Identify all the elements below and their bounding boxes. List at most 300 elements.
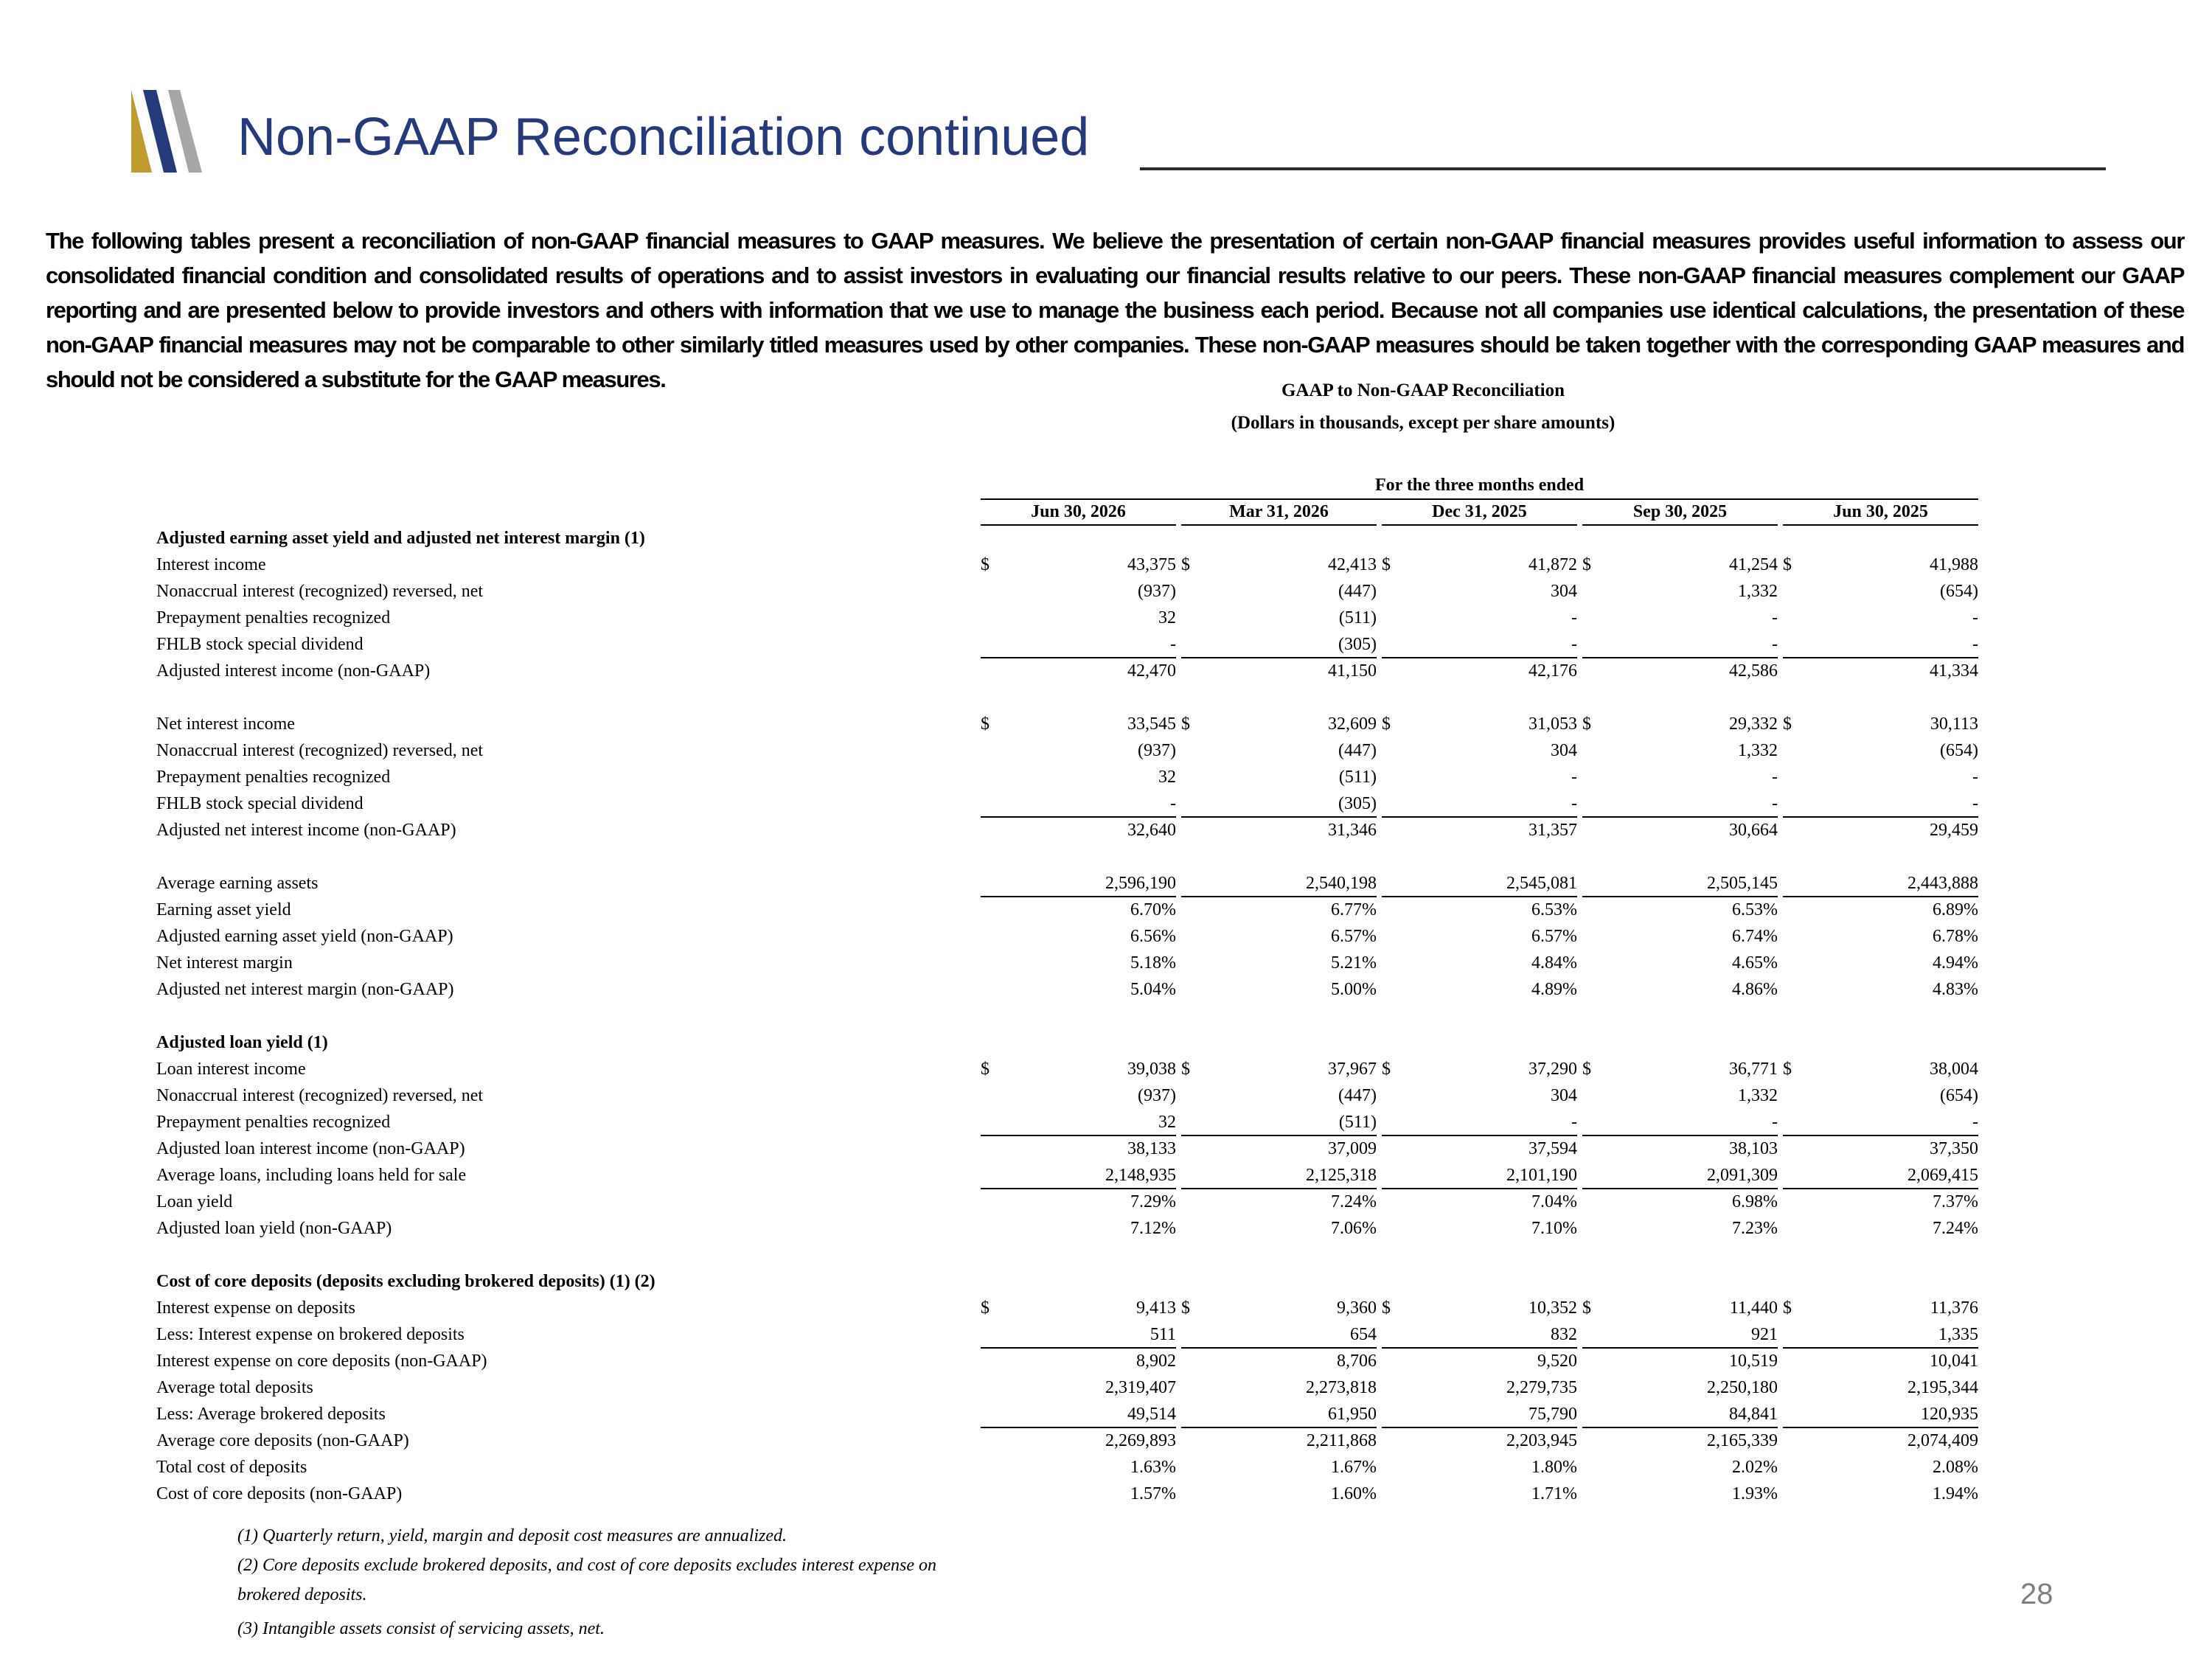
cell-value: 31,346 — [1328, 821, 1377, 840]
value-cell — [1582, 1215, 1778, 1242]
value-cell — [1382, 1109, 1577, 1135]
cell-value: (511) — [1338, 768, 1377, 787]
dollar-sign: $ — [1783, 555, 1792, 574]
row-label: Average core deposits (non-GAAP) — [156, 1431, 409, 1450]
row-label: Adjusted loan yield (non-GAAP) — [156, 1219, 392, 1238]
table-row — [156, 605, 1978, 631]
cell-value: 7.24% — [1331, 1192, 1377, 1211]
value-cell — [1382, 1374, 1577, 1401]
value-cell — [1181, 923, 1377, 950]
value-cell — [1582, 790, 1778, 817]
cell-value: 41,254 — [1729, 555, 1778, 574]
value-cell — [1783, 1374, 1978, 1401]
cell-value: 1.57% — [1130, 1484, 1176, 1503]
value-cell — [981, 631, 1176, 658]
table-row — [156, 1109, 1978, 1135]
value-cell — [1783, 1056, 1978, 1082]
value-cell — [1783, 1295, 1978, 1321]
cell-value: 41,988 — [1930, 555, 1978, 574]
value-cell — [1783, 658, 1978, 684]
row-label: Prepayment penalties recognized — [156, 608, 391, 627]
value-cell — [981, 578, 1176, 605]
value-cell — [981, 817, 1176, 844]
value-cell — [981, 976, 1176, 1003]
value-cell — [1181, 870, 1377, 897]
cell-value: 6.74% — [1732, 927, 1778, 946]
dollar-sign: $ — [1582, 555, 1591, 574]
value-cell — [1783, 1348, 1978, 1374]
row-label: Loan interest income — [156, 1060, 306, 1079]
cell-value: 4.94% — [1933, 953, 1978, 973]
dollar-sign: $ — [1181, 1298, 1190, 1318]
value-cell — [1582, 1082, 1778, 1109]
table-row — [156, 1374, 1978, 1401]
value-cell — [1181, 790, 1377, 817]
cell-value: - — [1571, 768, 1577, 787]
dollar-sign: $ — [1783, 714, 1792, 734]
value-cell — [1181, 1056, 1377, 1082]
value-cell — [981, 950, 1176, 976]
cell-value: (937) — [1138, 741, 1176, 760]
cell-value: 41,150 — [1328, 661, 1377, 681]
dollar-sign: $ — [1181, 714, 1190, 734]
cell-value: - — [1571, 608, 1577, 627]
value-cell — [1181, 711, 1377, 737]
value-cell — [1382, 552, 1577, 578]
table-row — [156, 1056, 1978, 1082]
cell-value: 5.04% — [1130, 980, 1176, 999]
cell-value: 2,069,415 — [1907, 1166, 1978, 1185]
value-cell — [981, 923, 1176, 950]
column-header: Sep 30, 2025 — [1582, 498, 1778, 525]
cell-value: 84,841 — [1729, 1405, 1778, 1424]
value-cell — [1582, 1481, 1778, 1507]
cell-value: 32 — [1158, 1113, 1176, 1132]
value-cell — [1783, 897, 1978, 923]
cell-value: 2,091,309 — [1707, 1166, 1778, 1185]
cell-value: 6.57% — [1331, 927, 1377, 946]
value-cell — [1783, 711, 1978, 737]
row-label: FHLB stock special dividend — [156, 794, 364, 813]
dollar-sign: $ — [1382, 555, 1391, 574]
cell-value: 2,540,198 — [1306, 874, 1377, 893]
cell-value: 7.29% — [1130, 1192, 1176, 1211]
cell-value: 42,176 — [1528, 661, 1577, 681]
cell-value: - — [1772, 635, 1778, 654]
cell-value: 2,203,945 — [1506, 1431, 1577, 1450]
value-cell — [1382, 711, 1577, 737]
cell-value: - — [1972, 794, 1978, 813]
group-header: For the three months ended — [1374, 476, 1585, 495]
value-cell — [981, 658, 1176, 684]
value-cell — [1181, 1454, 1377, 1481]
table-row — [156, 631, 1978, 658]
value-cell — [981, 1162, 1176, 1189]
spacer-row — [156, 1003, 1978, 1029]
row-label: FHLB stock special dividend — [156, 635, 364, 654]
value-cell — [1382, 1401, 1577, 1427]
cell-value: (654) — [1940, 741, 1978, 760]
value-cell — [1181, 950, 1377, 976]
table-row — [156, 976, 1978, 1003]
cell-value: 4.89% — [1531, 980, 1577, 999]
footnotes — [237, 1521, 936, 1644]
cell-value: 2,211,868 — [1306, 1431, 1377, 1450]
table-subtitle: (Dollars in thousands, except per share amounts) — [1231, 413, 1615, 433]
table-row — [156, 552, 1978, 578]
value-cell — [1582, 552, 1778, 578]
value-cell — [1382, 737, 1577, 764]
value-cell — [1783, 1401, 1978, 1427]
dollar-sign: $ — [1382, 1298, 1391, 1318]
value-cell — [981, 1401, 1176, 1427]
value-cell — [981, 1135, 1176, 1162]
cell-value: 7.12% — [1130, 1219, 1176, 1238]
value-cell — [1582, 1162, 1778, 1189]
cell-value: 7.10% — [1531, 1219, 1577, 1238]
cell-value: 4.86% — [1732, 980, 1778, 999]
value-cell — [1783, 1082, 1978, 1109]
table-row — [156, 1189, 1978, 1215]
cell-value: 7.23% — [1732, 1219, 1778, 1238]
row-label: Average loans, including loans held for sale — [156, 1166, 467, 1185]
cell-value: 6.53% — [1531, 900, 1577, 919]
value-cell — [1783, 1135, 1978, 1162]
row-label: Adjusted net interest income (non-GAAP) — [156, 821, 456, 840]
footnote: (1) Quarterly return, yield, margin and deposit cost measures are annualized. — [237, 1526, 787, 1545]
page-title: Non-GAAP Reconciliation continued — [237, 108, 1090, 167]
cell-value: 2,443,888 — [1907, 874, 1978, 893]
value-cell — [1181, 1401, 1377, 1427]
cell-value: - — [1972, 768, 1978, 787]
cell-value: 61,950 — [1328, 1405, 1377, 1424]
cell-value: 2,279,735 — [1506, 1378, 1577, 1397]
value-cell — [1783, 552, 1978, 578]
value-cell — [981, 1295, 1176, 1321]
table-row — [156, 1215, 1978, 1242]
value-cell — [1382, 1481, 1577, 1507]
table-row — [156, 870, 1978, 897]
value-cell — [1783, 1481, 1978, 1507]
dollar-sign: $ — [1181, 555, 1190, 574]
value-cell — [1181, 1189, 1377, 1215]
cell-value: 37,290 — [1528, 1060, 1577, 1079]
section-heading: Adjusted loan yield (1) — [156, 1033, 328, 1052]
value-cell — [1181, 1135, 1377, 1162]
row-label: Net interest income — [156, 714, 295, 734]
title-divider — [1140, 167, 2106, 170]
cell-value: 32,640 — [1127, 821, 1176, 840]
cell-value: 42,586 — [1729, 661, 1778, 681]
value-cell — [1382, 1295, 1577, 1321]
cell-value: - — [1772, 1113, 1778, 1132]
value-cell — [1382, 1056, 1577, 1082]
value-cell — [1382, 1427, 1577, 1454]
table-row — [156, 950, 1978, 976]
value-cell — [1382, 1162, 1577, 1189]
cell-value: (447) — [1338, 582, 1377, 601]
table-row — [156, 578, 1978, 605]
cell-value: 6.89% — [1933, 900, 1978, 919]
cell-value: 1.60% — [1331, 1484, 1377, 1503]
dollar-sign: $ — [981, 1298, 990, 1318]
value-cell — [1382, 790, 1577, 817]
dollar-sign: $ — [1181, 1060, 1190, 1079]
row-label: Adjusted interest income (non-GAAP) — [156, 661, 431, 681]
value-cell — [1783, 1321, 1978, 1348]
cell-value: 1.94% — [1933, 1484, 1978, 1503]
value-cell — [1382, 1082, 1577, 1109]
value-cell — [1783, 976, 1978, 1003]
value-cell — [981, 1189, 1176, 1215]
cell-value: 1,332 — [1738, 1086, 1778, 1105]
value-cell — [981, 764, 1176, 790]
table-row — [156, 1321, 1978, 1348]
row-label: Prepayment penalties recognized — [156, 1113, 391, 1132]
cell-value: 832 — [1551, 1325, 1577, 1344]
value-cell — [1783, 950, 1978, 976]
value-cell — [1582, 631, 1778, 658]
value-cell — [1181, 1109, 1377, 1135]
row-label: Loan yield — [156, 1192, 233, 1211]
value-cell — [1181, 1215, 1377, 1242]
cell-value: 38,004 — [1930, 1060, 1978, 1079]
value-cell — [1783, 605, 1978, 631]
cell-value: 2,101,190 — [1506, 1166, 1577, 1185]
cell-value: 304 — [1551, 741, 1577, 760]
cell-value: 32 — [1158, 608, 1176, 627]
dollar-sign: $ — [981, 714, 990, 734]
value-cell — [1783, 578, 1978, 605]
page-number: 28 — [2020, 1578, 2053, 1610]
table-row — [156, 897, 1978, 923]
cell-value: 5.21% — [1331, 953, 1377, 973]
row-label: Nonaccrual interest (recognized) reversed, net — [156, 1086, 484, 1105]
row-label: Interest expense on deposits — [156, 1298, 355, 1318]
value-cell — [981, 1348, 1176, 1374]
value-cell — [1181, 1427, 1377, 1454]
cell-value: 2,250,180 — [1707, 1378, 1778, 1397]
cell-value: 7.37% — [1933, 1192, 1978, 1211]
cell-value: 42,470 — [1127, 661, 1176, 681]
value-cell — [1783, 790, 1978, 817]
column-header: Jun 30, 2026 — [981, 498, 1176, 525]
value-cell — [1783, 1189, 1978, 1215]
value-cell — [981, 1056, 1176, 1082]
value-cell — [1783, 737, 1978, 764]
value-cell — [1181, 658, 1377, 684]
cell-value: 5.18% — [1130, 953, 1176, 973]
cell-value: 304 — [1551, 582, 1577, 601]
cell-value: 9,360 — [1337, 1298, 1377, 1318]
cell-value: - — [1772, 794, 1778, 813]
value-cell — [1783, 1109, 1978, 1135]
value-cell — [981, 870, 1176, 897]
value-cell — [981, 1427, 1176, 1454]
footnote: brokered deposits. — [237, 1585, 367, 1604]
table-row — [156, 658, 1978, 684]
value-cell — [1582, 1189, 1778, 1215]
value-cell — [1382, 1348, 1577, 1374]
value-cell — [1783, 631, 1978, 658]
cell-value: 8,706 — [1337, 1352, 1377, 1371]
cell-value: 2,269,893 — [1105, 1431, 1176, 1450]
cell-value: 1,332 — [1738, 741, 1778, 760]
cell-value: 11,440 — [1729, 1298, 1778, 1318]
value-cell — [981, 1321, 1176, 1348]
dollar-sign: $ — [981, 1060, 990, 1079]
cell-value: 39,038 — [1127, 1060, 1176, 1079]
cell-value: 32 — [1158, 768, 1176, 787]
row-label: Interest expense on core deposits (non-GAAP) — [156, 1352, 487, 1371]
value-cell — [1582, 578, 1778, 605]
value-cell — [1181, 737, 1377, 764]
value-cell — [1582, 658, 1778, 684]
value-cell — [1582, 897, 1778, 923]
value-cell — [981, 1082, 1176, 1109]
cell-value: 32,609 — [1328, 714, 1377, 734]
value-cell — [1783, 764, 1978, 790]
value-cell — [1181, 1162, 1377, 1189]
cell-value: 511 — [1150, 1325, 1176, 1344]
dollar-sign: $ — [1582, 1298, 1591, 1318]
row-label: Earning asset yield — [156, 900, 291, 919]
cell-value: (511) — [1338, 1113, 1377, 1132]
cell-value: 1,335 — [1938, 1325, 1978, 1344]
row-label: Nonaccrual interest (recognized) reversed, net — [156, 582, 484, 601]
value-cell — [1181, 764, 1377, 790]
value-cell — [1181, 1295, 1377, 1321]
value-cell — [981, 1109, 1176, 1135]
cell-value: - — [1571, 794, 1577, 813]
row-label: Cost of core deposits (non-GAAP) — [156, 1484, 403, 1503]
value-cell — [1783, 1162, 1978, 1189]
cell-value: (447) — [1338, 1086, 1377, 1105]
cell-value: 4.65% — [1732, 953, 1778, 973]
cell-value: 37,967 — [1328, 1060, 1377, 1079]
table-row — [156, 737, 1978, 764]
value-cell — [1582, 817, 1778, 844]
column-header-row — [156, 498, 1978, 525]
cell-value: 6.98% — [1732, 1192, 1778, 1211]
cell-value: 6.78% — [1933, 927, 1978, 946]
cell-value: (937) — [1138, 1086, 1176, 1105]
value-cell — [1181, 1321, 1377, 1348]
cell-value: 2,148,935 — [1105, 1166, 1176, 1185]
value-cell — [981, 605, 1176, 631]
value-cell — [1582, 605, 1778, 631]
table-row — [156, 1162, 1978, 1189]
cell-value: 7.06% — [1331, 1219, 1377, 1238]
cell-value: 31,053 — [1528, 714, 1577, 734]
cell-value: 6.70% — [1130, 900, 1176, 919]
value-cell — [1382, 950, 1577, 976]
row-label: Adjusted loan interest income (non-GAAP) — [156, 1139, 465, 1158]
row-label: Total cost of deposits — [156, 1458, 307, 1477]
table-title: GAAP to Non-GAAP Reconciliation — [1281, 380, 1565, 400]
cell-value: 30,113 — [1930, 714, 1978, 734]
value-cell — [1181, 631, 1377, 658]
value-cell — [1582, 1401, 1778, 1427]
value-cell — [1382, 870, 1577, 897]
table-row — [156, 525, 1978, 552]
cell-value: - — [1571, 1113, 1577, 1132]
value-cell — [1382, 658, 1577, 684]
value-cell — [1582, 764, 1778, 790]
cell-value: 38,133 — [1127, 1139, 1176, 1158]
cell-value: - — [1972, 1113, 1978, 1132]
value-cell — [1382, 817, 1577, 844]
row-label: Interest income — [156, 555, 266, 574]
cell-value: 8,902 — [1136, 1352, 1176, 1371]
company-logo — [131, 90, 215, 173]
cell-value: 75,790 — [1528, 1405, 1577, 1424]
table-row — [156, 764, 1978, 790]
table-row — [156, 1295, 1978, 1321]
value-cell — [981, 1481, 1176, 1507]
value-cell — [1181, 976, 1377, 1003]
cell-value: 33,545 — [1127, 714, 1176, 734]
cell-value: 9,520 — [1537, 1352, 1577, 1371]
footnote: (3) Intangible assets consist of servicing assets, net. — [237, 1619, 605, 1638]
value-cell — [1582, 923, 1778, 950]
cell-value: 31,357 — [1528, 821, 1577, 840]
cell-value: 304 — [1551, 1086, 1577, 1105]
cell-value: 2,273,818 — [1306, 1378, 1377, 1397]
cell-value: 654 — [1350, 1325, 1377, 1344]
cell-value: 37,009 — [1328, 1139, 1377, 1158]
value-cell — [1582, 1321, 1778, 1348]
dollar-sign: $ — [1582, 714, 1591, 734]
cell-value: 41,872 — [1528, 555, 1577, 574]
cell-value: - — [1772, 768, 1778, 787]
value-cell — [1382, 1215, 1577, 1242]
value-cell — [1382, 631, 1577, 658]
dollar-sign: $ — [1783, 1060, 1792, 1079]
cell-value: 29,459 — [1930, 821, 1978, 840]
cell-value: 2,505,145 — [1707, 874, 1778, 893]
cell-value: 2,319,407 — [1105, 1378, 1176, 1397]
cell-value: 2,545,081 — [1506, 874, 1577, 893]
value-cell — [1783, 1427, 1978, 1454]
value-cell — [981, 897, 1176, 923]
table-row — [156, 817, 1978, 844]
value-cell — [1582, 950, 1778, 976]
cell-value: 2,596,190 — [1105, 874, 1176, 893]
cell-value: 36,771 — [1729, 1060, 1778, 1079]
value-cell — [981, 1454, 1176, 1481]
cell-value: 4.84% — [1531, 953, 1577, 973]
table-row — [156, 1481, 1978, 1507]
cell-value: 7.04% — [1531, 1192, 1577, 1211]
value-cell — [981, 790, 1176, 817]
cell-value: 120,935 — [1921, 1405, 1978, 1424]
cell-value: 10,352 — [1528, 1298, 1577, 1318]
table-row — [156, 1401, 1978, 1427]
value-cell — [1382, 605, 1577, 631]
value-cell — [1582, 1056, 1778, 1082]
row-label: Average earning assets — [156, 874, 319, 893]
value-cell — [1582, 1454, 1778, 1481]
section-heading: Cost of core deposits (deposits excluding brokered deposits) (1) (2) — [156, 1272, 655, 1291]
value-cell — [1582, 1135, 1778, 1162]
dollar-sign: $ — [981, 555, 990, 574]
cell-value: - — [1972, 608, 1978, 627]
table-row — [156, 1427, 1978, 1454]
value-cell — [1181, 1481, 1377, 1507]
cell-value: 1.80% — [1531, 1458, 1577, 1477]
cell-value: - — [1170, 794, 1176, 813]
